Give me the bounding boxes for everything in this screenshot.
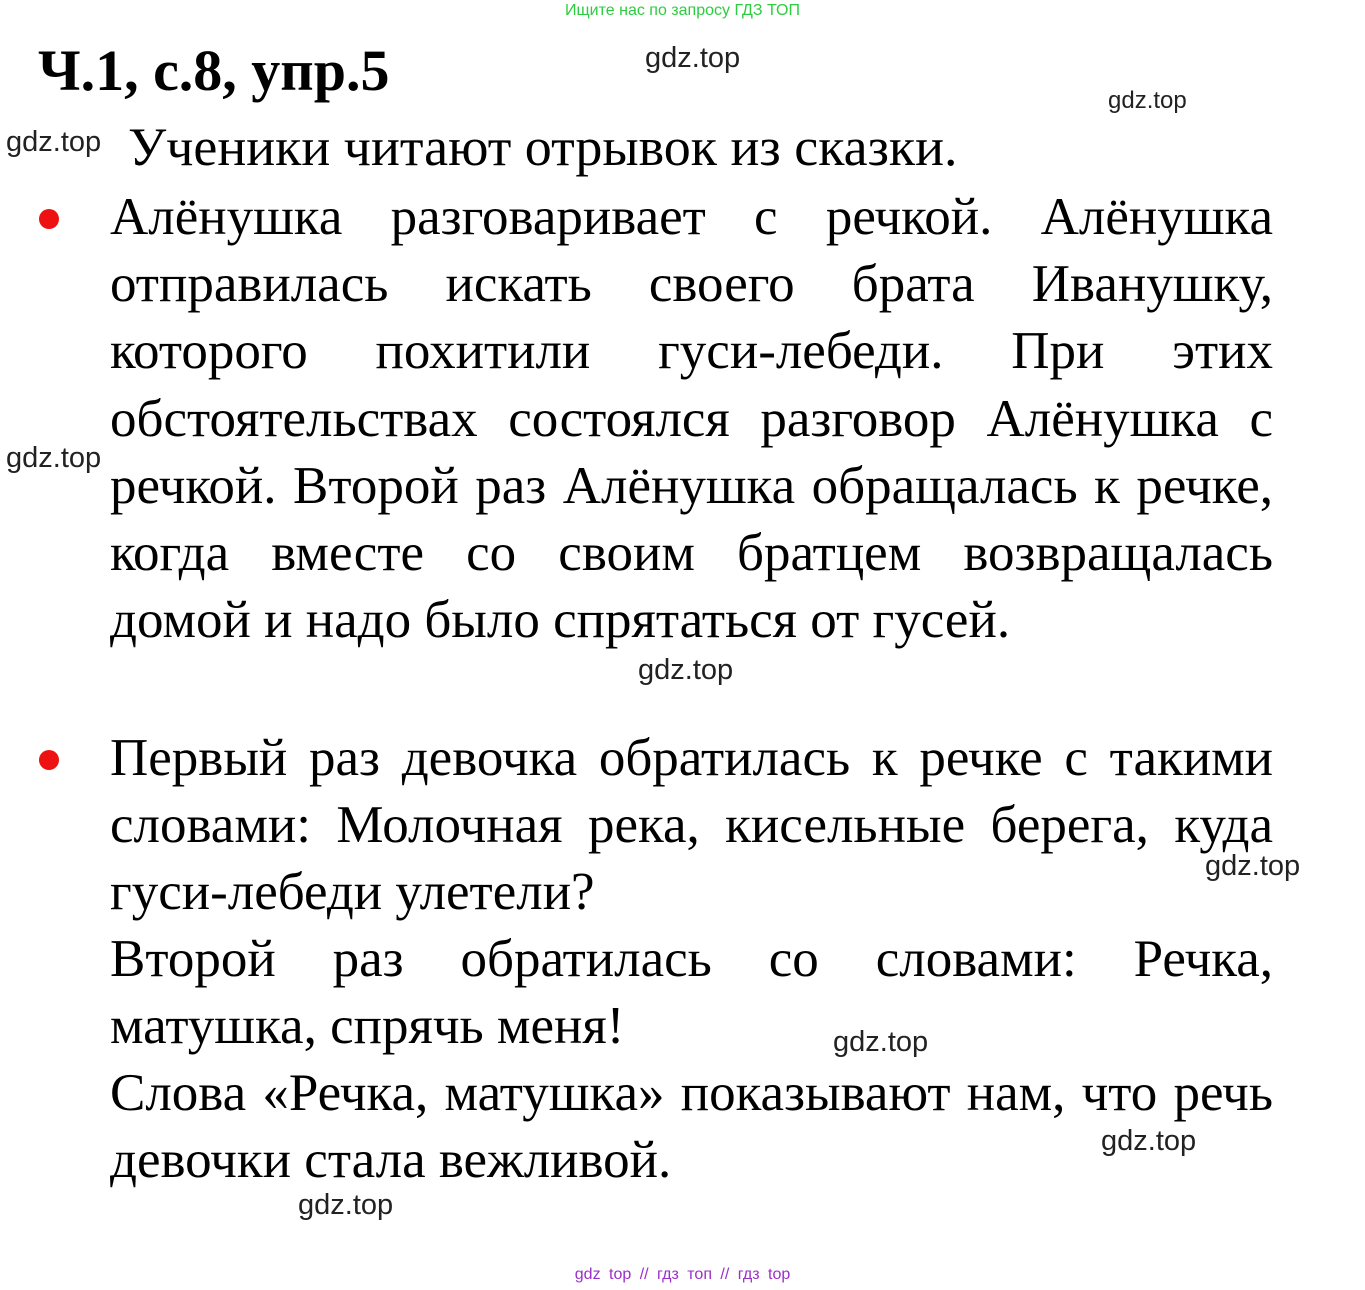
watermark: gdz.top	[645, 42, 741, 74]
watermark: gdz.top	[638, 654, 734, 686]
watermark: gdz.top	[1101, 1125, 1197, 1157]
page-title: Ч.1, с.8, упр.5	[38, 38, 390, 103]
bullet-2-paragraph-2: Второй раз обратилась со словами: Речка, матушка, спрячь меня!	[110, 930, 1273, 1056]
watermark: gdz.top	[833, 1026, 929, 1058]
footer-text: gdz top // гдз топ // гдз top	[574, 1266, 791, 1283]
intro-text: Ученики читают отрывок из сказки.	[128, 117, 958, 177]
bullet-dot-1	[39, 209, 59, 229]
watermark: gdz.top	[298, 1189, 394, 1221]
bullet-2-paragraph-3: Слова «Речка, матушка» показывают нам, что речь девочки стала вежливой.	[110, 1064, 1273, 1190]
watermark: gdz.top	[6, 126, 102, 158]
watermark: gdz.top	[1205, 850, 1301, 882]
top-banner: Ищите нас по запросу ГДЗ ТОП	[565, 2, 800, 19]
bullet-2-paragraph-1: Первый раз девочка обратилась к речке с такими словами: Молочная река, кисельные берега, куда гуси-лебеди улетели?	[110, 729, 1273, 922]
bullet-dot-2	[39, 750, 59, 770]
watermark: gdz.top	[6, 442, 102, 474]
bullet-1-paragraph: Алёнушка разговаривает с речкой. Алёнушка отправилась искать своего брата Иванушку, которого похитили гуси-лебеди. При этих обстоятельствах состоялся разговор Алёнушка с речкой. Второй раз Алёнушка обращалась к речке, когда вместе со своим братцем возвращалась домой и надо было спрятаться от гусей.	[110, 188, 1273, 650]
watermark: gdz.top	[1108, 87, 1187, 114]
